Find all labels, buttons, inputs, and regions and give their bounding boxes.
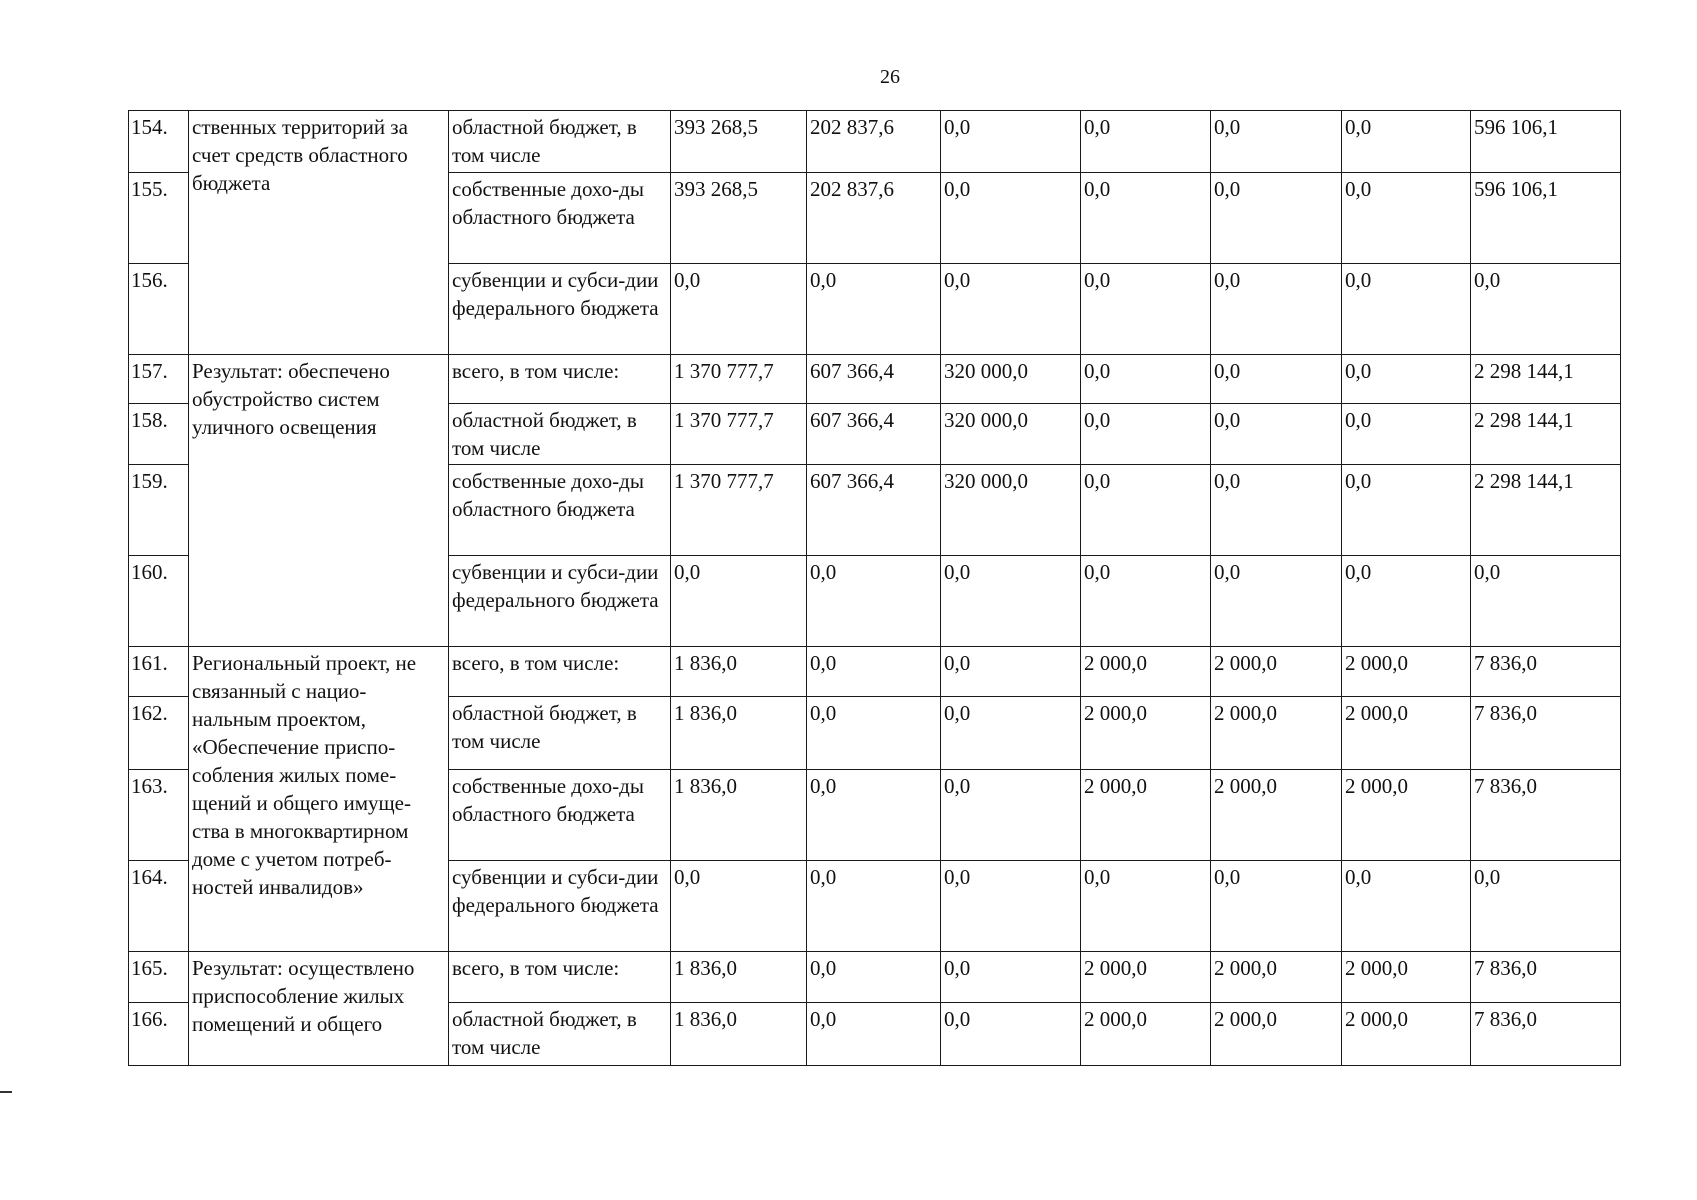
year-value: 0,0 [807, 697, 941, 770]
year-value: 607 366,4 [807, 355, 941, 404]
year-value: 0,0 [1211, 355, 1342, 404]
row-number: 154. [129, 111, 189, 173]
year-value: 2 000,0 [1342, 647, 1471, 697]
year-value: 202 837,6 [807, 173, 941, 264]
year-value: 0,0 [941, 1003, 1081, 1066]
funding-source: всего, в том числе: [449, 355, 671, 404]
year-value: 0,0 [1081, 404, 1211, 465]
total-value: 0,0 [1471, 861, 1621, 952]
year-value: 202 837,6 [807, 111, 941, 173]
year-value: 0,0 [1342, 173, 1471, 264]
year-value: 0,0 [1342, 404, 1471, 465]
year-value: 2 000,0 [1081, 697, 1211, 770]
year-value: 2 000,0 [1081, 647, 1211, 697]
year-value: 0,0 [807, 770, 941, 861]
year-value: 0,0 [807, 647, 941, 697]
year-value: 2 000,0 [1342, 697, 1471, 770]
year-value: 0,0 [671, 861, 807, 952]
year-value: 0,0 [941, 264, 1081, 355]
funding-source: субвенции и субси-дии федерального бюджета [449, 861, 671, 952]
row-number: 162. [129, 697, 189, 770]
row-number: 161. [129, 647, 189, 697]
row-number: 164. [129, 861, 189, 952]
year-value: 0,0 [941, 111, 1081, 173]
year-value: 0,0 [941, 556, 1081, 647]
funding-source: областной бюджет, в том числе [449, 1003, 671, 1066]
year-value: 0,0 [1081, 173, 1211, 264]
total-value: 596 106,1 [1471, 111, 1621, 173]
year-value: 0,0 [807, 952, 941, 1003]
row-number: 165. [129, 952, 189, 1003]
year-value: 2 000,0 [1211, 647, 1342, 697]
year-value: 320 000,0 [941, 465, 1081, 556]
year-value: 0,0 [807, 264, 941, 355]
row-number: 158. [129, 404, 189, 465]
year-value: 0,0 [1211, 173, 1342, 264]
year-value: 1 370 777,7 [671, 355, 807, 404]
year-value: 320 000,0 [941, 404, 1081, 465]
year-value: 2 000,0 [1342, 770, 1471, 861]
year-value: 1 836,0 [671, 952, 807, 1003]
funding-source: областной бюджет, в том числе [449, 111, 671, 173]
table-row [129, 647, 1621, 697]
row-number: 159. [129, 465, 189, 556]
total-value: 0,0 [1471, 556, 1621, 647]
row-number: 156. [129, 264, 189, 355]
table-row [129, 952, 1621, 1003]
funding-source: субвенции и субси-дии федерального бюджета [449, 264, 671, 355]
year-value: 2 000,0 [1342, 952, 1471, 1003]
year-value: 0,0 [671, 556, 807, 647]
total-value: 7 836,0 [1471, 770, 1621, 861]
year-value: 0,0 [1342, 355, 1471, 404]
funding-source: собственные дохо-ды областного бюджета [449, 465, 671, 556]
margin-mark [0, 1091, 12, 1093]
row-number: 155. [129, 173, 189, 264]
row-number: 160. [129, 556, 189, 647]
table-row [129, 355, 1621, 404]
year-value: 1 836,0 [671, 770, 807, 861]
year-value: 0,0 [671, 264, 807, 355]
year-value: 1 836,0 [671, 1003, 807, 1066]
year-value: 0,0 [941, 952, 1081, 1003]
year-value: 0,0 [807, 556, 941, 647]
total-value: 2 298 144,1 [1471, 355, 1621, 404]
table-body [129, 111, 1621, 1066]
funding-source: всего, в том числе: [449, 952, 671, 1003]
row-description: Результат: обеспечено обустройство систем уличного освещения [189, 355, 449, 647]
year-value: 0,0 [941, 697, 1081, 770]
year-value: 0,0 [1081, 465, 1211, 556]
year-value: 0,0 [1211, 111, 1342, 173]
total-value: 0,0 [1471, 264, 1621, 355]
year-value: 0,0 [1211, 556, 1342, 647]
page-number: 26 [880, 66, 900, 88]
year-value: 0,0 [1342, 861, 1471, 952]
year-value: 0,0 [807, 1003, 941, 1066]
year-value: 0,0 [1211, 264, 1342, 355]
total-value: 596 106,1 [1471, 173, 1621, 264]
total-value: 7 836,0 [1471, 697, 1621, 770]
year-value: 0,0 [1211, 465, 1342, 556]
funding-source: всего, в том числе: [449, 647, 671, 697]
table-row [129, 111, 1621, 173]
year-value: 2 000,0 [1211, 697, 1342, 770]
year-value: 1 836,0 [671, 647, 807, 697]
year-value: 2 000,0 [1211, 770, 1342, 861]
row-description: ственных территорий за счет средств областного бюджета [189, 111, 449, 355]
total-value: 7 836,0 [1471, 647, 1621, 697]
total-value: 7 836,0 [1471, 1003, 1621, 1066]
year-value: 1 370 777,7 [671, 465, 807, 556]
year-value: 2 000,0 [1342, 1003, 1471, 1066]
total-value: 2 298 144,1 [1471, 465, 1621, 556]
year-value: 607 366,4 [807, 465, 941, 556]
year-value: 2 000,0 [1081, 952, 1211, 1003]
year-value: 0,0 [941, 647, 1081, 697]
row-number: 163. [129, 770, 189, 861]
row-description: Результат: осуществлено приспособление жилых помещений и общего [189, 952, 449, 1066]
funding-source: субвенции и субси-дии федерального бюджета [449, 556, 671, 647]
funding-source: областной бюджет, в том числе [449, 404, 671, 465]
year-value: 2 000,0 [1081, 770, 1211, 861]
year-value: 0,0 [807, 861, 941, 952]
year-value: 0,0 [941, 770, 1081, 861]
row-number: 166. [129, 1003, 189, 1066]
year-value: 0,0 [1081, 861, 1211, 952]
year-value: 0,0 [1342, 111, 1471, 173]
funding-source: собственные дохо-ды областного бюджета [449, 173, 671, 264]
funding-source: областной бюджет, в том числе [449, 697, 671, 770]
year-value: 0,0 [1081, 556, 1211, 647]
year-value: 0,0 [941, 861, 1081, 952]
funding-source: собственные дохо-ды областного бюджета [449, 770, 671, 861]
year-value: 393 268,5 [671, 111, 807, 173]
year-value: 2 000,0 [1081, 1003, 1211, 1066]
year-value: 0,0 [941, 173, 1081, 264]
year-value: 1 370 777,7 [671, 404, 807, 465]
year-value: 0,0 [1081, 355, 1211, 404]
total-value: 7 836,0 [1471, 952, 1621, 1003]
year-value: 607 366,4 [807, 404, 941, 465]
year-value: 393 268,5 [671, 173, 807, 264]
year-value: 0,0 [1342, 465, 1471, 556]
budget-table [128, 110, 1621, 1066]
year-value: 0,0 [1342, 556, 1471, 647]
total-value: 2 298 144,1 [1471, 404, 1621, 465]
year-value: 1 836,0 [671, 697, 807, 770]
year-value: 0,0 [1342, 264, 1471, 355]
year-value: 2 000,0 [1211, 1003, 1342, 1066]
year-value: 0,0 [1211, 404, 1342, 465]
year-value: 0,0 [1081, 111, 1211, 173]
year-value: 0,0 [1211, 861, 1342, 952]
year-value: 320 000,0 [941, 355, 1081, 404]
row-description: Региональный проект, не связанный с нацио-нальным проектом, «Обеспечение приспо-собления жилых поме-щений и общего имуще-ства в многоквартирном доме с учетом потреб-ностей инвалидов» [189, 647, 449, 952]
year-value: 2 000,0 [1211, 952, 1342, 1003]
row-number: 157. [129, 355, 189, 404]
year-value: 0,0 [1081, 264, 1211, 355]
